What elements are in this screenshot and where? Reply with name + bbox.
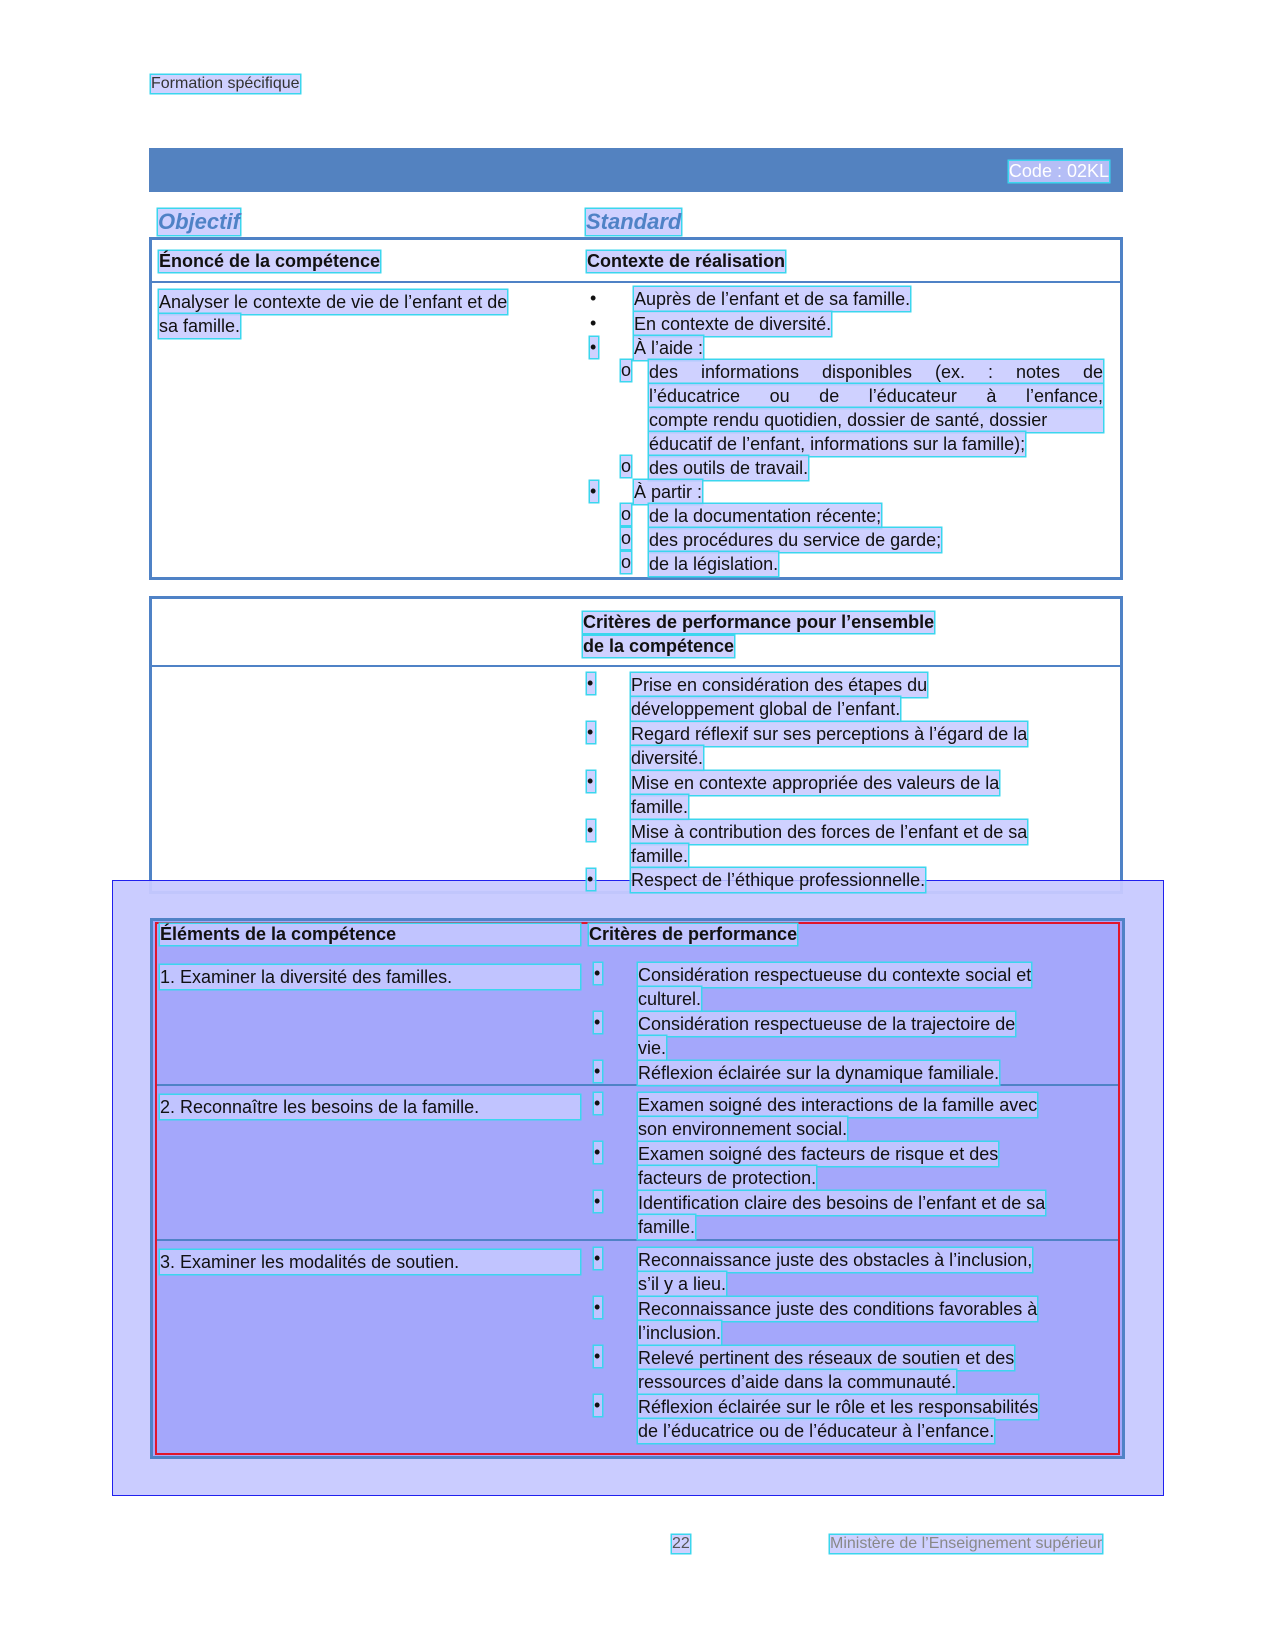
bullet-icon: • <box>594 1093 601 1113</box>
criterion-item: Reconnaissance juste des conditions favorables à <box>638 1299 1038 1319</box>
circle-bullet-icon: o <box>621 504 632 524</box>
context-subitem: des outils de travail. <box>649 458 809 478</box>
criterion-item: Examen soigné des interactions de la famille avec <box>638 1095 1038 1115</box>
statement-line: Analyser le contexte de vie de l’enfant et de <box>159 292 508 312</box>
context-subitem: de la documentation récente; <box>649 506 882 526</box>
bullet-icon: • <box>594 1142 601 1162</box>
criterion-item: Reconnaissance juste des obstacles à l’inclusion, <box>638 1250 1033 1270</box>
criterion-item: diversité. <box>631 748 704 768</box>
code-banner <box>149 148 1123 192</box>
competency-code: Code : 02KL <box>1008 161 1109 181</box>
running-header: Formation spécifique <box>151 75 300 92</box>
context-item: À partir : <box>634 482 703 502</box>
context-subitem: éducatif de l’enfant, informations sur la famille); <box>649 434 1026 454</box>
bullet-icon: • <box>594 1346 601 1366</box>
criterion-item: de l’éducatrice ou de l’éducateur à l’enfance. <box>638 1421 995 1441</box>
bullet-icon: • <box>587 771 594 791</box>
elements-header: Éléments de la compétence <box>160 924 580 945</box>
circle-bullet-icon: o <box>621 360 632 380</box>
context-item: En contexte de diversité. <box>634 314 832 334</box>
circle-bullet-icon: o <box>621 552 632 572</box>
element-item: 1. Examiner la diversité des familles. <box>160 965 580 989</box>
context-header: Contexte de réalisation <box>587 251 786 271</box>
criteria-header: Critères de performance <box>589 924 798 944</box>
context-subitem: des informations disponibles (ex. : notes de <box>649 362 1103 382</box>
criterion-item: Regard réflexif sur ses perceptions à l’égard de la <box>631 724 1028 744</box>
context-subitem: de la législation. <box>649 554 779 574</box>
criterion-item: Relevé pertinent des réseaux de soutien et des <box>638 1348 1015 1368</box>
criterion-item: ressources d’aide dans la communauté. <box>638 1372 957 1392</box>
bullet-icon: • <box>587 673 594 693</box>
element-item: 2. Reconnaître les besoins de la famille. <box>160 1095 580 1119</box>
circle-bullet-icon: o <box>621 528 632 548</box>
criterion-item: famille. <box>631 797 689 817</box>
criterion-item: facteurs de protection. <box>638 1168 817 1188</box>
criterion-item: famille. <box>631 846 689 866</box>
statement-line: sa famille. <box>159 316 241 336</box>
bullet-icon: • <box>587 722 594 742</box>
criterion-item: Mise en contexte appropriée des valeurs de la <box>631 773 1000 793</box>
table-divider <box>151 281 1121 283</box>
context-subitem: compte rendu quotidien, dossier de santé, dossier <box>649 408 1103 432</box>
criterion-item: famille. <box>638 1217 696 1237</box>
circle-bullet-icon: o <box>621 456 632 476</box>
bullet-icon: • <box>594 1395 601 1415</box>
bullet-icon: • <box>594 1061 601 1081</box>
criterion-item: s’il y a lieu. <box>638 1274 727 1294</box>
bullet-icon: • <box>590 337 597 357</box>
context-item: Auprès de l’enfant et de sa famille. <box>634 289 911 309</box>
criterion-item: Considération respectueuse de la trajectoire de <box>638 1014 1016 1034</box>
global-criteria-header: de la compétence <box>583 636 735 656</box>
criterion-item: Mise à contribution des forces de l’enfant et de sa <box>631 822 1028 842</box>
context-subitem: des procédures du service de garde; <box>649 530 942 550</box>
bullet-icon: • <box>590 313 597 333</box>
context-subitem: l’éducatrice ou de l’éducateur à l’enfance, <box>649 386 1103 406</box>
criterion-item: son environnement social. <box>638 1119 848 1139</box>
bullet-icon: • <box>594 1012 601 1032</box>
bullet-icon: • <box>594 963 601 983</box>
criterion-item: développement global de l’enfant. <box>631 699 901 719</box>
element-item: 3. Examiner les modalités de soutien. <box>160 1250 580 1274</box>
bullet-icon: • <box>587 820 594 840</box>
bullet-icon: • <box>594 1248 601 1268</box>
bullet-icon: • <box>590 288 597 308</box>
criterion-item: Examen soigné des facteurs de risque et des <box>638 1144 999 1164</box>
statement-header: Énoncé de la compétence <box>159 251 381 271</box>
standard-label: Standard <box>586 209 682 234</box>
criterion-item: Considération respectueuse du contexte social et <box>638 965 1032 985</box>
table-divider <box>151 665 1121 667</box>
criterion-item: vie. <box>638 1038 667 1058</box>
criterion-item: Réflexion éclairée sur la dynamique familiale. <box>638 1063 1000 1083</box>
criterion-item: Prise en considération des étapes du <box>631 675 928 695</box>
row-divider <box>157 1239 1118 1241</box>
criterion-item: culturel. <box>638 989 702 1009</box>
footer-ministry: Ministère de l’Enseignement supérieur <box>830 1535 1103 1552</box>
bullet-icon: • <box>587 869 594 889</box>
context-item: À l’aide : <box>634 338 704 358</box>
global-criteria-header: Critères de performance pour l’ensemble <box>583 612 935 632</box>
criterion-item: Réflexion éclairée sur le rôle et les responsabilités <box>638 1397 1039 1417</box>
page-number: 22 <box>672 1535 690 1552</box>
criterion-item: Identification claire des besoins de l’enfant et de sa <box>638 1193 1046 1213</box>
bullet-icon: • <box>594 1297 601 1317</box>
bullet-icon: • <box>590 481 597 501</box>
criterion-item: l’inclusion. <box>638 1323 722 1343</box>
criterion-item: Respect de l’éthique professionnelle. <box>631 870 926 890</box>
bullet-icon: • <box>594 1191 601 1211</box>
objectif-label: Objectif <box>158 209 240 234</box>
